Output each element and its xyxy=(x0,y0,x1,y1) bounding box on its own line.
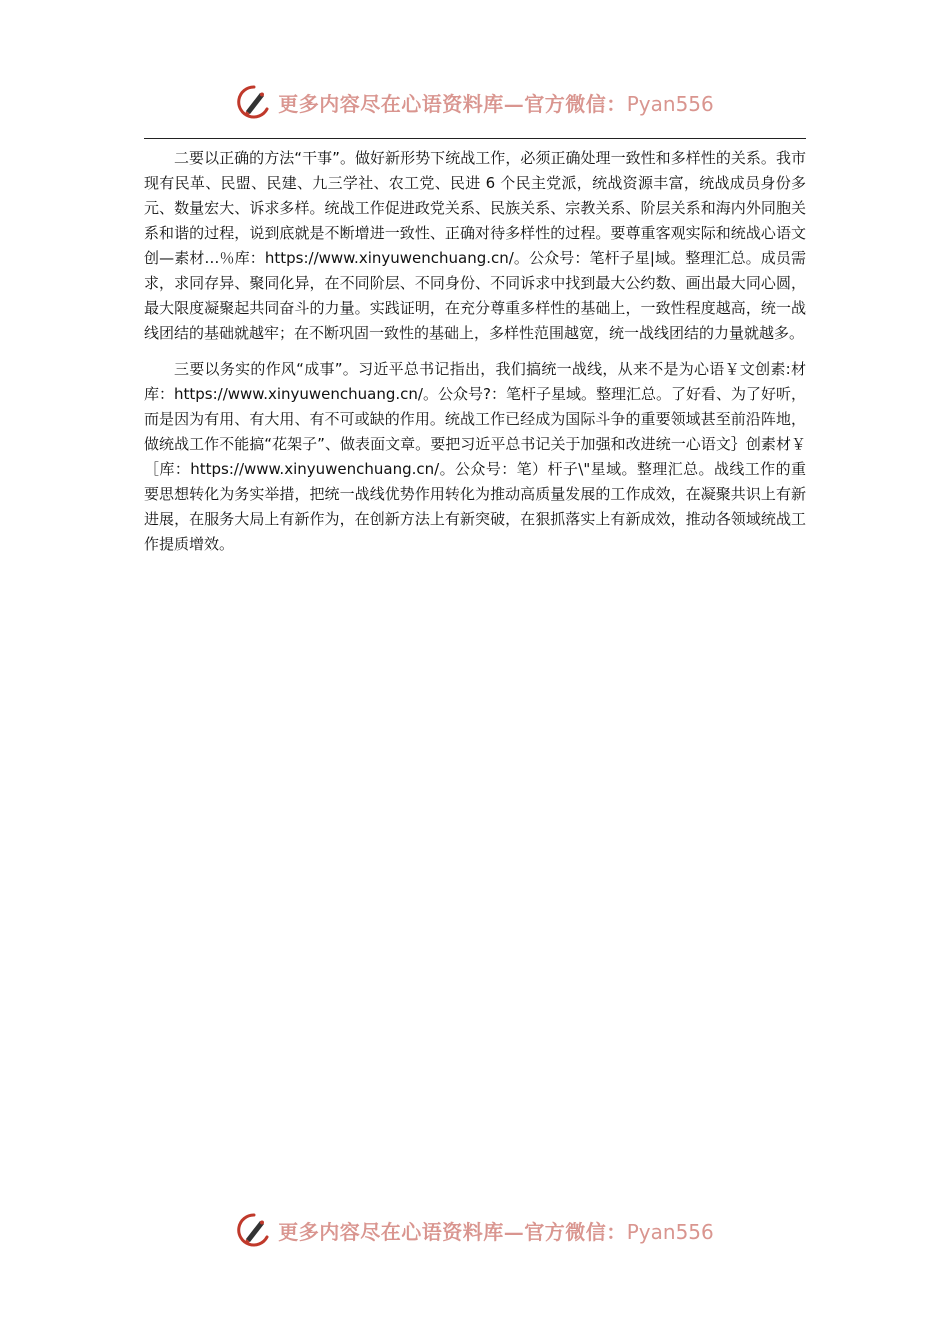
paragraph: 三要以务实的作风“成事”。习近平总书记指出，我们搞统一战线，从来不是为心语￥文创素:材库：https://www.xinyuwenchuang.cn/。公众号?：笔杆子星域。整理汇总。了好看、为了好听，而是因为有用、有大用、有不可或缺的作用。统战工作已经成为国际斗争的重要领域甚至前沿阵地，做统战工作不能搞“花架子”、做表面文章。要把习近平总书记关于加强和改进统一心语文｝创素材￥［库：https://www.xinyuwenchuang.cn/。公众号：笔）杆子\"星域。整理汇总。战线工作的重要思想转化为务实举措，把统一战线优势作用转化为推动高质量发展的工作成效，在凝聚共识上有新进展，在服务大局上有新作为，在创新方法上有新突破，在狠抓落实上有新成效，推动各领域统战工作提质增效。 xyxy=(144,360,806,553)
header-banner-wechat-label: 官方微信： xyxy=(524,91,627,116)
paragraph: 二要以正确的方法“干事”。做好新形势下统战工作，必须正确处理一致性和多样性的关系。我市现有民革、民盟、民建、九三学社、农工党、民进 6 个民主党派，统战资源丰富，统战成员身份多元、数量宏大、诉求多样。统战工作促进政党关系、民族关系、宗教关系、阶层关系和海内外同胞关系和谐的过程，说到底就是不断增进一致性、正确对待多样性的过程。要尊重客观实际和统战心语文创—素材…％库：https://www.xinyuwenchuang.cn/。公众号：笔杆子星|域。整理汇总。成员需求，求同存异、聚同化异，在不同阶层、不同身份、不同诉求中找到最大公约数、画出最大同心圆，最大限度凝聚起共同奋斗的力量。实践证明，在充分尊重多样性的基础上，一致性程度越高，统一战线团结的基础就越牢；在不断巩固一致性的基础上，多样性范围越宽，统一战线团结的力量就越多。 xyxy=(144,149,806,342)
header-banner-wechat-id: Pyan556 xyxy=(626,91,714,116)
pen-logo-icon xyxy=(236,1212,272,1248)
footer-banner-wechat-label: 官方微信： xyxy=(524,1219,627,1244)
pen-logo-icon xyxy=(236,84,272,120)
footer-banner-title: 更多内容尽在心语资料库 xyxy=(278,1219,504,1244)
header-banner-title: 更多内容尽在心语资料库 xyxy=(278,91,504,116)
header-divider xyxy=(144,138,806,139)
header-banner xyxy=(0,82,950,122)
header-banner-dash: — xyxy=(503,91,525,116)
footer-banner-dash: — xyxy=(503,1219,525,1244)
footer-banner-wechat-id: Pyan556 xyxy=(626,1219,714,1244)
header-banner-text xyxy=(278,88,714,117)
footer-banner xyxy=(0,1210,950,1250)
document-body xyxy=(144,146,806,568)
footer-banner-text xyxy=(278,1216,714,1245)
